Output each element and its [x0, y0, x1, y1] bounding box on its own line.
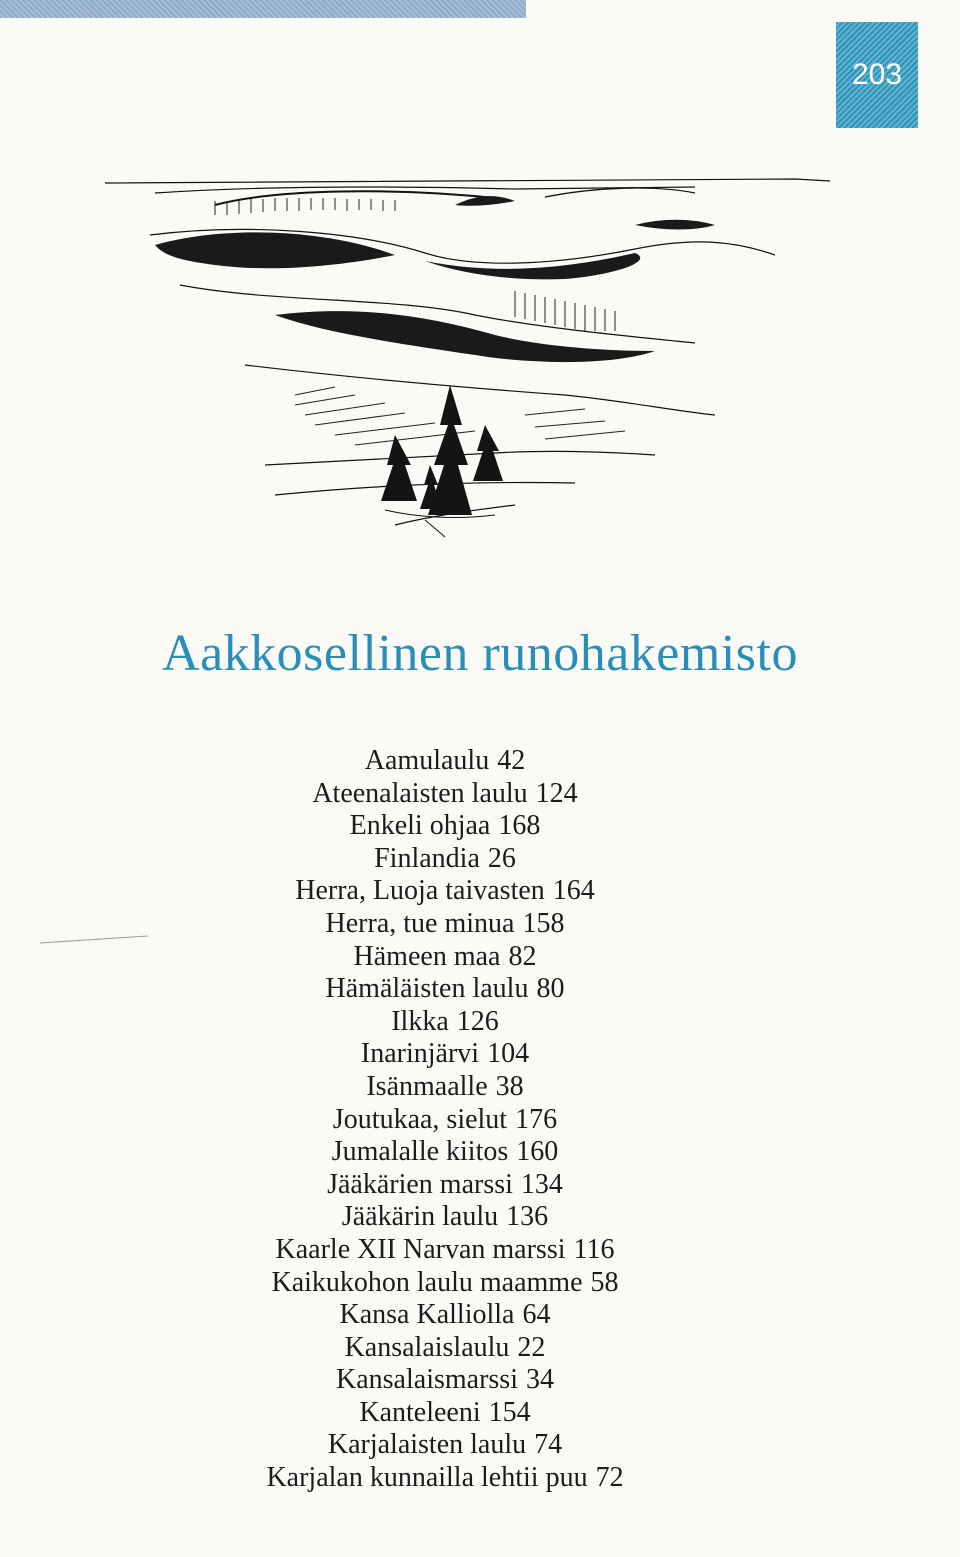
entry-page-number: 164	[552, 875, 595, 907]
entry-title: Herra, tue minua	[325, 907, 515, 939]
entry-page-number: 158	[522, 907, 565, 939]
entry-title: Ateenalaisten laulu	[312, 777, 528, 809]
index-entry	[0, 1104, 890, 1137]
entry-title: Kanteleeni	[359, 1396, 481, 1428]
entry-page-number: 168	[498, 810, 541, 842]
entry-title: Inarinjärvi	[360, 1038, 480, 1070]
page-number-badge	[836, 22, 918, 128]
entry-title: Jumalalle kiitos	[331, 1136, 509, 1168]
entry-title: Joutukaa, sielut	[332, 1103, 508, 1135]
index-entry	[0, 1267, 890, 1300]
entry-page-number: 82	[508, 940, 537, 972]
entry-page-number: 136	[506, 1201, 549, 1233]
index-entry	[0, 1332, 890, 1365]
index-entry	[0, 1299, 890, 1332]
index-entry	[0, 843, 890, 876]
entry-page-number: 42	[497, 745, 526, 776]
entry-title: Herra, Luoja taivasten	[295, 875, 545, 907]
entry-title: Aamulaulu	[364, 745, 490, 776]
index-entry	[0, 810, 890, 843]
index-entry	[0, 1462, 890, 1495]
index-entry	[0, 1006, 890, 1039]
entry-title: Isänmaalle	[366, 1070, 488, 1102]
index-entry	[0, 745, 890, 778]
entry-page-number: 134	[520, 1168, 563, 1200]
entry-page-number: 64	[522, 1299, 551, 1331]
entry-page-number: 176	[515, 1103, 558, 1135]
index-entry	[0, 1169, 890, 1202]
index-entry	[0, 778, 890, 811]
entry-page-number: 38	[495, 1070, 524, 1102]
entry-title: Finlandia	[374, 842, 480, 874]
index-entry	[0, 973, 890, 1006]
entry-title: Karjalaisten laulu	[327, 1429, 527, 1461]
entry-title: Hämeen maa	[353, 940, 501, 972]
index-entry	[0, 1071, 890, 1104]
entry-page-number: 116	[573, 1233, 615, 1265]
top-edge-strip	[0, 0, 526, 18]
index-entry	[0, 1429, 890, 1462]
entry-title: Kansalaislaulu	[344, 1331, 510, 1363]
entry-title: Hämäläisten laulu	[325, 973, 529, 1005]
entry-page-number: 126	[456, 1005, 499, 1037]
index-title: Aakkosellinen runohakemisto	[162, 625, 798, 682]
index-entry	[0, 1364, 890, 1397]
entry-title: Karjalan kunnailla lehtii puu	[266, 1462, 588, 1494]
lake-landscape-illustration	[95, 165, 835, 585]
entry-page-number: 72	[595, 1462, 624, 1494]
index-entry	[0, 875, 890, 908]
entry-title: Kansa Kalliolla	[339, 1299, 515, 1331]
index-entry	[0, 1038, 890, 1071]
entry-page-number: 74	[534, 1429, 563, 1461]
entry-page-number: 26	[487, 842, 516, 874]
page-number: 203	[851, 58, 903, 91]
entry-page-number: 104	[487, 1038, 530, 1070]
entry-title: Kaikukohon laulu maamme	[271, 1266, 583, 1298]
index-entry	[0, 1234, 890, 1267]
entry-page-number: 58	[590, 1266, 619, 1298]
entry-page-number: 160	[516, 1136, 559, 1168]
entry-title: Jääkärin laulu	[341, 1201, 499, 1233]
entry-page-number: 154	[488, 1396, 531, 1428]
entry-title: Jääkärien marssi	[327, 1168, 513, 1200]
entry-title: Ilkka	[391, 1005, 449, 1037]
margin-mark	[40, 935, 150, 947]
index-entry	[0, 1201, 890, 1234]
entry-page-number: 34	[525, 1364, 554, 1396]
entry-title: Enkeli ohjaa	[349, 810, 491, 842]
index-entry	[0, 1136, 890, 1169]
entry-page-number: 22	[517, 1331, 546, 1363]
index-entry	[0, 1397, 890, 1430]
entry-page-number: 124	[535, 777, 578, 809]
entry-title: Kaarle XII Narvan marssi	[275, 1233, 566, 1265]
entry-page-number: 80	[536, 973, 565, 1005]
poem-index-list	[0, 745, 890, 1495]
entry-title: Kansalaismarssi	[336, 1364, 518, 1396]
